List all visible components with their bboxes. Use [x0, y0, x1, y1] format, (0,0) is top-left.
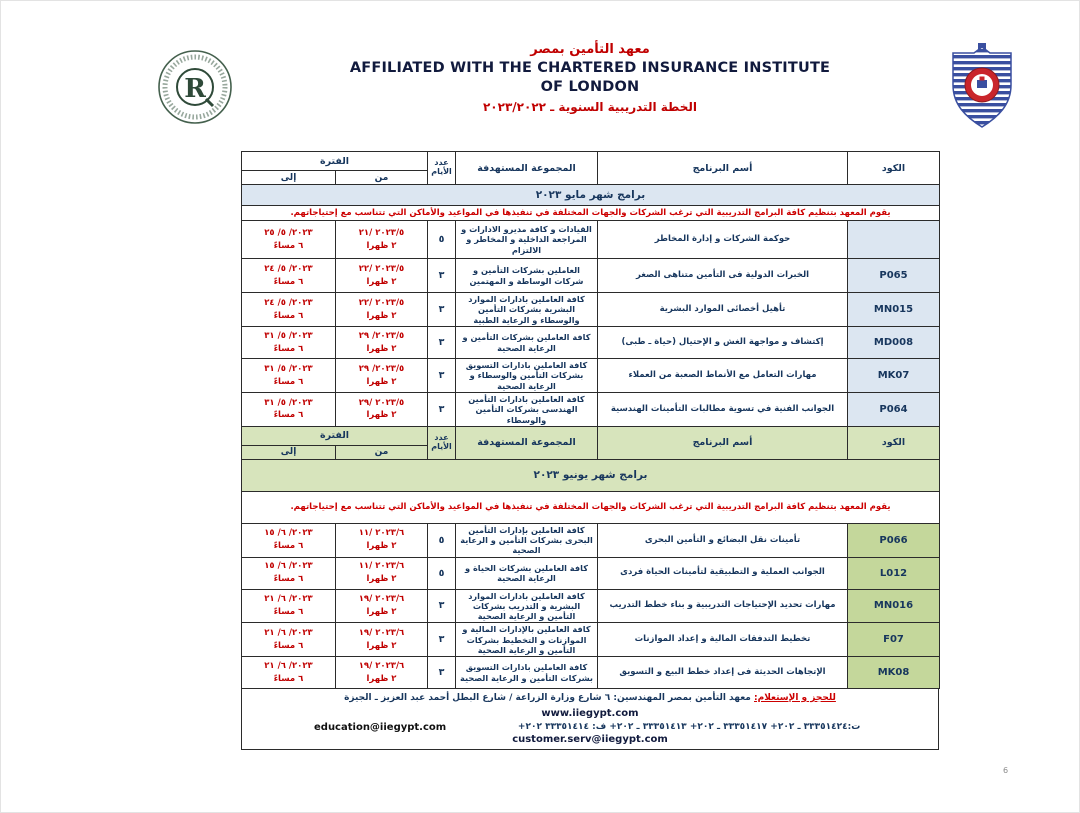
target-cell: كافة العاملين بادارات التأمين الهندسى بشركات التأمين والوسطاء	[456, 393, 598, 427]
from-cell: ٢٠٢٣/٦ /١١ ٢ ظهرا	[336, 523, 428, 557]
col-header-target: المجموعة المستهدفة	[456, 426, 598, 459]
col-header-period: الفترة	[242, 152, 428, 171]
from-cell: ٢٠٢٣/٦ /١٩ ٢ ظهرا	[336, 623, 428, 657]
target-cell: كافة العاملين بادارات الموارد البشرية و التدريب بشركات التأمين و الرعاية الصحية	[456, 589, 598, 623]
from-cell: ٢٠٢٣/٦ /١٩ ٢ ظهرا	[336, 589, 428, 623]
days-cell: ٣	[428, 623, 456, 657]
target-cell: كافة العاملين بشركات الحياة و الرعاية الصحية	[456, 557, 598, 589]
quality-seal-logo	[153, 45, 237, 133]
page-number: 6	[1003, 766, 1009, 775]
target-cell: كافة العاملين بادارات التسويق بشركات التأمين والوسطاء و الرعاية الصحية	[456, 359, 598, 393]
col-header-days: عدد الأيام	[428, 152, 456, 185]
education-email-link[interactable]: education@iiegypt.com	[314, 721, 447, 733]
days-cell: ٣	[428, 657, 456, 689]
col-header-program: أسم البرنامج	[598, 152, 848, 185]
june-schedule-table	[241, 426, 940, 689]
org-title-arabic: معهد التأمين بمصر	[530, 42, 650, 57]
phone-numbers: ت:٣٣٣٥١٤٢٤ ـ ٢٠٢+ ٣٣٣٥١٤١٧ ـ ٢٠٢+ ٣٣٣٥١٤١٣ ـ ٢٠٢+ ف: ٣٣٣٥١٤١٤ ٢٠٢+	[517, 722, 861, 732]
days-cell: ٥	[428, 221, 456, 259]
notice-row	[242, 491, 940, 523]
notice-text: يقوم المعهد بتنظيم كافة البرامج التدريبية التي ترغب الشركات والجهات المختلفة في تنفيذها في المواعيد والأماكن التي تتناسب مع إحتياجاتهم.	[242, 206, 940, 221]
code-cell: P066	[848, 523, 940, 557]
annual-plan-title: الخطة التدريبية السنوية ـ ٢٠٢٣/٢٠٢٢	[482, 99, 697, 114]
target-cell: كافة العاملين بالإدارات المالية و الموازنات و التخطيط بشركات التأمين و الرعاية الصحية	[456, 623, 598, 657]
phones-line	[248, 722, 932, 733]
to-cell: ٢٠٢٣/ ٦/ ٢١ ٦ مساءً	[242, 623, 336, 657]
target-cell: كافة العاملين بإدارات التأمين البحرى بشركات التأمين و الرعاية الصحية	[456, 523, 598, 557]
program-cell: مهارات تحديد الإحتياجات التدريبية و بناء خطط التدريب	[598, 589, 848, 623]
table-row	[242, 657, 940, 689]
target-cell: القيادات و كافة مديرو الادارات و المراجعة الداخلية و المخاطر و الالتزام	[456, 221, 598, 259]
code-cell: MK07	[848, 359, 940, 393]
may-band-row	[242, 185, 940, 206]
days-cell: ٣	[428, 589, 456, 623]
notice-row	[242, 206, 940, 221]
code-cell: MN016	[848, 589, 940, 623]
col-header-from: من	[336, 171, 428, 185]
quality-seal-icon	[153, 45, 237, 129]
address-text: معهد التأمين بمصر المهندسين: ٦ شارع وزارة الزراعة / شارع البطل أحمد عبد العزيز ـ الجيزة	[344, 693, 751, 703]
may-header-row	[242, 152, 940, 171]
from-cell: ٢٠٢٣/٥ /٢٢ ٢ ظهرا	[336, 259, 428, 293]
from-cell: ٢٠٢٣/٥ /٢٩ ٢ ظهرا	[336, 393, 428, 427]
from-cell: ٢٠٢٣/٥ /٢٢ ٢ ظهرا	[336, 293, 428, 327]
code-cell: MD008	[848, 327, 940, 359]
booking-label: للحجز و الإستعلام:	[754, 693, 836, 703]
table-row	[242, 221, 940, 259]
table-row	[242, 393, 940, 427]
table-row	[242, 589, 940, 623]
days-cell: ٣	[428, 327, 456, 359]
from-cell: ٢٠٢٣/٦ /١١ ٢ ظهرا	[336, 557, 428, 589]
table-row	[242, 327, 940, 359]
code-cell: MK08	[848, 657, 940, 689]
program-cell: الجوانب العملية و التطبيقية لتأمينات الحياة فردى	[598, 557, 848, 589]
program-cell: إكتشاف و مواجهة الغش و الإحتيال (حياة ـ طبى)	[598, 327, 848, 359]
table-row	[242, 259, 940, 293]
to-cell: ٢٠٢٣/ ٦/ ٢١ ٦ مساءً	[242, 657, 336, 689]
col-header-to: إلى	[242, 171, 336, 185]
table-row	[242, 523, 940, 557]
may-schedule-table	[241, 151, 940, 427]
target-cell: العاملين بشركات التأمين و شركات الوساطة و المهتمين	[456, 259, 598, 293]
days-cell: ٥	[428, 557, 456, 589]
booking-address-line	[248, 692, 932, 706]
schedule-content	[241, 151, 939, 750]
program-cell: تأهيل أخصائى الموارد البشرية	[598, 293, 848, 327]
institute-shield-logo	[945, 43, 1019, 135]
program-cell: الجوانب الفنية في تسوية مطالبات التأمينات الهندسية	[598, 393, 848, 427]
from-cell: ٢٠٢٣/٥/ ٢٩ ٢ ظهرا	[336, 327, 428, 359]
col-header-to: إلى	[242, 445, 336, 459]
code-cell	[848, 221, 940, 259]
document-header	[241, 41, 939, 114]
contact-footer	[241, 688, 939, 750]
affiliation-line-1: AFFILIATED WITH THE CHARTERED INSURANCE INSTITUTE	[349, 60, 831, 77]
from-cell: ٢٠٢٣/٥/ ٢٩ ٢ ظهرا	[336, 359, 428, 393]
to-cell: ٢٠٢٣/ ٥/ ٢٤ ٦ مساءً	[242, 293, 336, 327]
days-cell: ٣	[428, 293, 456, 327]
col-header-days: عدد الأيام	[428, 426, 456, 459]
table-row	[242, 557, 940, 589]
code-cell: L012	[848, 557, 940, 589]
table-row	[242, 623, 940, 657]
program-cell: الإتجاهات الحديثة فى إعداد خطط البيع و التسويق	[598, 657, 848, 689]
target-cell: كافة العاملين بادارات الموارد البشرية بشركات التأمين والوسطاء و الرعاية الطبية	[456, 293, 598, 327]
program-cell: تأمينات نقل البضائع و التأمين البحرى	[598, 523, 848, 557]
svg-text:R: R	[184, 74, 206, 104]
to-cell: ٢٠٢٣/ ٥/ ٣١ ٦ مساءً	[242, 393, 336, 427]
june-band-row	[242, 459, 940, 491]
target-cell: كافة العاملين بادارات التسويق بشركات التأمين و الرعاية الصحية	[456, 657, 598, 689]
code-cell: P064	[848, 393, 940, 427]
program-cell: تخطيط التدفقات المالية و إعداد الموازنات	[598, 623, 848, 657]
table-row	[242, 293, 940, 327]
customer-service-email-link[interactable]: customer.serv@iiegypt.com	[512, 733, 668, 745]
days-cell: ٥	[428, 523, 456, 557]
table-row	[242, 359, 940, 393]
col-header-target: المجموعة المستهدفة	[456, 152, 598, 185]
to-cell: ٢٠٢٣/ ٦/ ٢١ ٦ مساءً	[242, 589, 336, 623]
to-cell: ٢٠٢٣/ ٦/ ١٥ ٦ مساءً	[242, 557, 336, 589]
to-cell: ٢٠٢٣/ ٦/ ١٥ ٦ مساءً	[242, 523, 336, 557]
col-header-code: الكود	[848, 426, 940, 459]
program-cell: حوكمة الشركات و إدارة المخاطر	[598, 221, 848, 259]
affiliation-line-2: OF LONDON	[540, 79, 640, 96]
website-link[interactable]: www.iiegypt.com	[541, 707, 639, 719]
code-cell: MN015	[848, 293, 940, 327]
days-cell: ٣	[428, 359, 456, 393]
days-cell: ٣	[428, 259, 456, 293]
days-cell: ٣	[428, 393, 456, 427]
notice-text: يقوم المعهد بتنظيم كافة البرامج التدريبية التي ترغب الشركات والجهات المختلفة في تنفيذها في المواعيد والأماكن التي تتناسب مع إحتياجاتهم.	[242, 491, 940, 523]
june-band-title: برامج شهر يونيو ٢٠٢٣	[242, 459, 940, 491]
to-cell: ٢٠٢٣/ ٥/ ٣١ ٦ مساءً	[242, 359, 336, 393]
program-cell: الخبرات الدولية فى التأمين متناهى الصغر	[598, 259, 848, 293]
col-header-from: من	[336, 445, 428, 459]
from-cell: ٢٠٢٣/٦ /١٩ ٢ ظهرا	[336, 657, 428, 689]
may-band-title: برامج شهر مايو ٢٠٢٣	[242, 185, 940, 206]
from-cell: ٢٠٢٣/٥ /٢١ ٢ ظهرا	[336, 221, 428, 259]
to-cell: ٢٠٢٣/ ٥/ ٢٤ ٦ مساءً	[242, 259, 336, 293]
to-cell: ٢٠٢٣/ ٥/ ٣١ ٦ مساءً	[242, 327, 336, 359]
program-cell: مهارات التعامل مع الأنماط الصعبة من العملاء	[598, 359, 848, 393]
target-cell: كافة العاملين بشركات التأمين و الرعاية الصحية	[456, 327, 598, 359]
code-cell: F07	[848, 623, 940, 657]
code-cell: P065	[848, 259, 940, 293]
to-cell: ٢٠٢٣/ ٥/ ٢٥ ٦ مساءً	[242, 221, 336, 259]
institute-shield-icon	[945, 43, 1019, 131]
col-header-program: أسم البرنامج	[598, 426, 848, 459]
col-header-code: الكود	[848, 152, 940, 185]
col-header-period: الفترة	[242, 426, 428, 445]
june-header-row	[242, 426, 940, 445]
